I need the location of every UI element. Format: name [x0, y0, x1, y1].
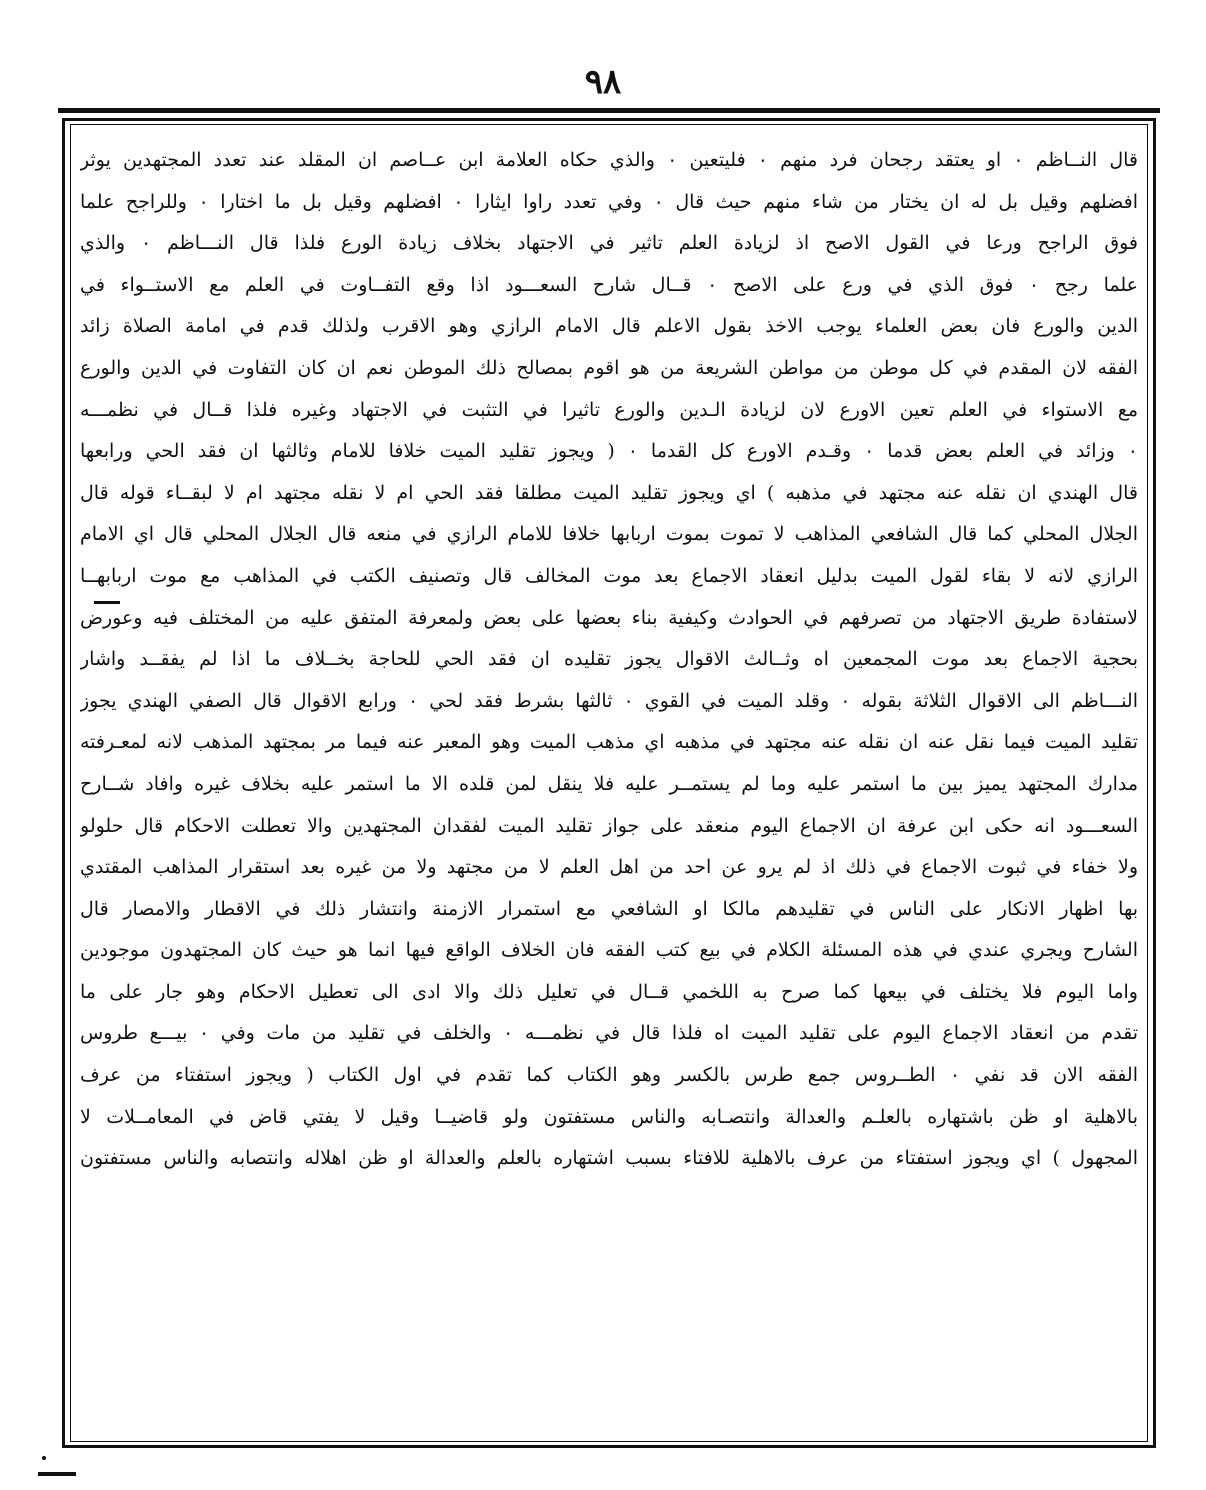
- text-line: بحجية الاجماع بعد موت المجمعين اه وثــالث الاقوال يجوز تقليده ان فقد الحي للحاجة بخــلاف ما اذا لم يفقــد واشار: [80, 648, 1138, 671]
- scan-mark-dot: [42, 1456, 46, 1460]
- page-number: ٩٨: [584, 62, 622, 102]
- text-line: الدين والورع فان بعض العلماء يوجب الاخذ بقول الاعلم قال الامام الرازي وهو الاقرب ولذلك قدم في امامة الصلاة زائد: [80, 315, 1138, 338]
- text-line: لاستفادة طريق الاجتهاد من تصرفهم في الحوادث وكيفية بناء بعضها على بعض ولمعرفة المتفق عليه من المختلف فيه وعورض: [80, 606, 1138, 629]
- text-line: الرازي لانه لا بقاء لقول الميت بدليل انعقاد الاجماع بعد موت المخالف قال وتصنيف الكتب في المذاهب مع موت اربابهــا: [80, 564, 1138, 587]
- text-line: الفقه لان المقدم في كل موطن من مواطن الشريعة من هو اقوم بمصالح ذلك الموطن نعم ان كان التفاوت في الدين والورع: [80, 356, 1138, 379]
- text-line: تقدم من انعقاد الاجماع اليوم على تقليد الميت اه فلذا قال في نظمـــه ٠ والخلف في تقليد من مات وفي ٠ بيـــع طروس: [80, 1022, 1138, 1045]
- text-line: السعـــود انه حكى ابن عرفة ان الاجماع اليوم منعقد على جواز تقليد الميت لفقدان المجتهدين والا تعطلت الاحكام قال حلولو: [80, 814, 1138, 837]
- text-line: المجهول ) اي ويجوز استفتاء من عرف بالاهلية للافتاء بسبب اشتهاره بالعلم والعدالة او ظن اهلاله وانتصابه والناس مستفتون: [80, 1147, 1138, 1170]
- text-line: بها اظهار الانكار على الناس في تقليدهم مالكا او الشافعي مع استمرار الازمنة وانتشار ذلك في الاقطار والامصار قال: [80, 897, 1138, 920]
- text-line: الفقه الان قد نفي ٠ الطــروس جمع طرس بالكسر وهو الكتاب كما تقدم في اول الكتاب ( ويجوز استفتاء من عرف: [80, 1064, 1138, 1087]
- text-line: الجلال المحلي كما قال الشافعي المذاهب لا تموت بموت اربابها خلافا للامام الرازي في منعه قال الجلال المحلي قال اي الامام: [80, 523, 1138, 546]
- text-line: ولا خفاء في ثبوت الاجماع في ذلك اذ لم يرو عن احد من اهل العلم لا من مجتهد ولا من غيره بعد استقرار المذاهب المقتدي: [80, 856, 1138, 879]
- text-line: مدارك المجتهد يميز بين ما استمر عليه وما لم يستمــر عليه فلا ينقل لمن قلده الا ما استمر عليه بخلاف غيره وافاد شــارح: [80, 772, 1138, 795]
- text-line: قال الهندي ان نقله عنه مجتهد في مذهبه ) اي ويجوز تقليد الميت مطلقا فقد الحي ام لا نقله مجتهد ام لا لبقــاء قوله قال: [80, 481, 1138, 504]
- text-line: بالاهلية او ظن باشتهاره بالعلـم والعدالة وانتصـابه والناس مستفتون ولو قاضيــا وقيل لا يفتي قاض في المعامــلات لا: [80, 1105, 1138, 1128]
- text-line: الشارح ويجري عندي في هذه المسئلة الكلام في بيع كتب الفقه فان الخلاف الواقع فيها انما هو حيث كان المجتهدون موجودين: [80, 939, 1138, 962]
- text-line: ٠ وزائد في العلم بعض قدما ٠ وقـدم الاورع كل القدما ٠ ( ويجوز تقليد الميت خلافا للامام وثالثها ان فقد الحي ورابعها: [80, 440, 1138, 463]
- text-line: فوق الراجح ورعا في القول الاصح اذ لزيادة العلم تاثير في الاجتهاد بخلاف زيادة الورع فلذا قال النـــاظم ٠ والذي: [80, 232, 1138, 255]
- body-text: [80, 140, 1138, 1440]
- text-line: مع الاستواء في العلم تعين الاورع لان لزيادة الـدين والورع تاثيرا في التثبت في الاجتهاد وغيره فلذا قــال في نظمـــه: [80, 398, 1138, 421]
- text-line: افضلهم وقيل بل له ان يختار من شاء منهم حيث قال ٠ وفي تعدد راوا ايثارا ٠ افضلهم وقيل بل ما اختارا ٠ وللراجح علما: [80, 190, 1138, 213]
- text-line: النـــاظم الى الاقوال الثلاثة بقوله ٠ وقلد الميت في القوي ٠ ثالثها بشرط فقد لحي ٠ ورابع الاقوال قال الصفي الهندي يجوز: [80, 689, 1138, 712]
- text-line: قال النــاظم ٠ او يعتقد رجحان فرد منهم ٠ فليتعين ٠ والذي حكاه العلامة ابن عــاصم ان المقلد عند تعدد المجتهدين يوثر: [80, 149, 1138, 171]
- top-rule: [58, 108, 1160, 113]
- text-line: واما اليوم فلا يختلف في بيعها كما صرح به اللخمي قــال في تعليل ذلك والا ادى الى تعطيل الاحكام وهو جار على ما: [80, 980, 1138, 1003]
- text-line: علما رجح ٠ فوق الذي في ورع على الاصح ٠ قــال شارح السعـــود اذا وقع التفــاوت في العلم مع الاستــواء في: [80, 273, 1138, 296]
- text-line: تقليد الميت فيما نقل عنه ان نقله عنه مجتهد في مذهبه اي مذهب الميت وهو المعبر عنه فيما مر بمجتهد المذهب لانه لمعـرفته: [80, 731, 1138, 754]
- scan-mark: [38, 1472, 76, 1476]
